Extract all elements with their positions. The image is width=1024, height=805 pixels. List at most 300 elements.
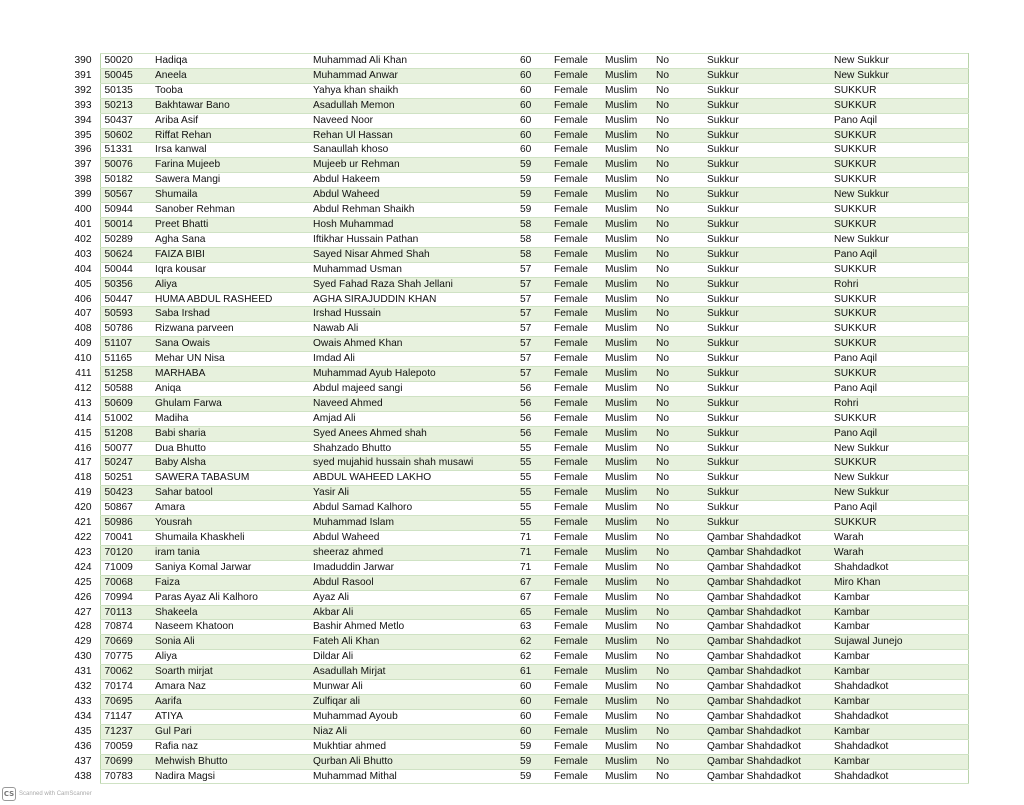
district-cell: Sukkur xyxy=(703,113,830,128)
district-cell: Sukkur xyxy=(703,337,830,352)
marks-cell: 60 xyxy=(506,83,550,98)
marks-cell: 55 xyxy=(506,501,550,516)
religion-cell: Muslim xyxy=(601,113,652,128)
serial-no-cell: 391 xyxy=(62,68,100,83)
city-cell: Warah xyxy=(830,545,968,560)
marks-cell: 55 xyxy=(506,441,550,456)
serial-no-cell: 395 xyxy=(62,128,100,143)
marks-cell: 59 xyxy=(506,188,550,203)
camscanner-logo-icon: CS xyxy=(2,787,16,801)
candidate-name-cell: Faiza xyxy=(151,575,309,590)
candidate-name-cell: Aarifa xyxy=(151,694,309,709)
gender-cell: Female xyxy=(550,605,601,620)
father-name-cell: AGHA SIRAJUDDIN KHAN xyxy=(309,292,506,307)
table-row xyxy=(62,545,968,560)
serial-no-cell: 438 xyxy=(62,769,100,784)
table-row xyxy=(62,143,968,158)
district-cell: Qambar Shahdadkot xyxy=(703,620,830,635)
candidate-id-cell: 50213 xyxy=(100,98,151,113)
candidate-name-cell: Irsa kanwal xyxy=(151,143,309,158)
serial-no-cell: 434 xyxy=(62,709,100,724)
table-row xyxy=(62,113,968,128)
table-row xyxy=(62,173,968,188)
religion-cell: Muslim xyxy=(601,292,652,307)
gender-cell: Female xyxy=(550,650,601,665)
gender-cell: Female xyxy=(550,188,601,203)
city-cell: SUKKUR xyxy=(830,98,968,113)
marks-cell: 57 xyxy=(506,292,550,307)
gender-cell: Female xyxy=(550,441,601,456)
serial-no-cell: 418 xyxy=(62,471,100,486)
table-row xyxy=(62,247,968,262)
father-name-cell: Muhammad Ali Khan xyxy=(309,54,506,69)
candidate-id-cell: 51107 xyxy=(100,337,151,352)
district-cell: Qambar Shahdadkot xyxy=(703,724,830,739)
religion-cell: Muslim xyxy=(601,217,652,232)
marks-cell: 57 xyxy=(506,367,550,382)
city-cell: SUKKUR xyxy=(830,217,968,232)
gender-cell: Female xyxy=(550,486,601,501)
candidate-id-cell: 70775 xyxy=(100,650,151,665)
gender-cell: Female xyxy=(550,143,601,158)
table-row xyxy=(62,381,968,396)
candidate-id-cell: 51258 xyxy=(100,367,151,382)
city-cell: Sujawal Junejo xyxy=(830,635,968,650)
scanner-watermark xyxy=(2,787,92,801)
serial-no-cell: 414 xyxy=(62,411,100,426)
table-row xyxy=(62,441,968,456)
candidate-id-cell: 50867 xyxy=(100,501,151,516)
candidate-name-cell: iram tania xyxy=(151,545,309,560)
gender-cell: Female xyxy=(550,54,601,69)
candidate-name-cell: Sahar batool xyxy=(151,486,309,501)
gender-cell: Female xyxy=(550,694,601,709)
table-row xyxy=(62,516,968,531)
serial-no-cell: 392 xyxy=(62,83,100,98)
father-name-cell: Sayed Nisar Ahmed Shah xyxy=(309,247,506,262)
candidate-name-cell: Bakhtawar Bano xyxy=(151,98,309,113)
table-row xyxy=(62,694,968,709)
father-name-cell: Muhammad Ayoub xyxy=(309,709,506,724)
father-name-cell: Abdul Rasool xyxy=(309,575,506,590)
table-row xyxy=(62,396,968,411)
religion-cell: Muslim xyxy=(601,575,652,590)
disability-cell: No xyxy=(652,769,703,784)
gender-cell: Female xyxy=(550,128,601,143)
district-cell: Sukkur xyxy=(703,188,830,203)
city-cell: SUKKUR xyxy=(830,516,968,531)
gender-cell: Female xyxy=(550,575,601,590)
marks-cell: 60 xyxy=(506,54,550,69)
candidate-name-cell: Aneela xyxy=(151,68,309,83)
religion-cell: Muslim xyxy=(601,754,652,769)
candidate-id-cell: 50423 xyxy=(100,486,151,501)
father-name-cell: Niaz Ali xyxy=(309,724,506,739)
father-name-cell: Yasir Ali xyxy=(309,486,506,501)
candidate-name-cell: Sana Owais xyxy=(151,337,309,352)
candidate-name-cell: Ariba Asif xyxy=(151,113,309,128)
candidate-id-cell: 70059 xyxy=(100,739,151,754)
disability-cell: No xyxy=(652,605,703,620)
city-cell: Miro Khan xyxy=(830,575,968,590)
district-cell: Sukkur xyxy=(703,143,830,158)
candidate-name-cell: Saba Irshad xyxy=(151,307,309,322)
gender-cell: Female xyxy=(550,665,601,680)
serial-no-cell: 429 xyxy=(62,635,100,650)
disability-cell: No xyxy=(652,635,703,650)
religion-cell: Muslim xyxy=(601,188,652,203)
district-cell: Qambar Shahdadkot xyxy=(703,680,830,695)
disability-cell: No xyxy=(652,188,703,203)
candidate-id-cell: 51208 xyxy=(100,426,151,441)
city-cell: SUKKUR xyxy=(830,262,968,277)
table-row xyxy=(62,575,968,590)
candidate-name-cell: Shakeela xyxy=(151,605,309,620)
city-cell: SUKKUR xyxy=(830,411,968,426)
gender-cell: Female xyxy=(550,501,601,516)
district-cell: Sukkur xyxy=(703,128,830,143)
religion-cell: Muslim xyxy=(601,203,652,218)
religion-cell: Muslim xyxy=(601,516,652,531)
father-name-cell: Muhammad Usman xyxy=(309,262,506,277)
city-cell: SUKKUR xyxy=(830,83,968,98)
table-row xyxy=(62,724,968,739)
religion-cell: Muslim xyxy=(601,635,652,650)
candidate-id-cell: 51002 xyxy=(100,411,151,426)
table-row xyxy=(62,739,968,754)
gender-cell: Female xyxy=(550,516,601,531)
religion-cell: Muslim xyxy=(601,247,652,262)
watermark-text: Scanned with CamScanner xyxy=(19,791,92,797)
father-name-cell: Abdul majeed sangi xyxy=(309,381,506,396)
candidate-id-cell: 50014 xyxy=(100,217,151,232)
candidate-name-cell: Shumaila xyxy=(151,188,309,203)
candidate-id-cell: 71009 xyxy=(100,560,151,575)
marks-cell: 57 xyxy=(506,352,550,367)
gender-cell: Female xyxy=(550,411,601,426)
religion-cell: Muslim xyxy=(601,739,652,754)
candidate-name-cell: Paras Ayaz Ali Kalhoro xyxy=(151,590,309,605)
district-cell: Qambar Shahdadkot xyxy=(703,709,830,724)
marks-cell: 60 xyxy=(506,724,550,739)
disability-cell: No xyxy=(652,709,703,724)
city-cell: Kambar xyxy=(830,650,968,665)
religion-cell: Muslim xyxy=(601,426,652,441)
district-cell: Qambar Shahdadkot xyxy=(703,769,830,784)
district-cell: Sukkur xyxy=(703,322,830,337)
disability-cell: No xyxy=(652,381,703,396)
disability-cell: No xyxy=(652,337,703,352)
candidate-id-cell: 50588 xyxy=(100,381,151,396)
district-cell: Qambar Shahdadkot xyxy=(703,545,830,560)
gender-cell: Female xyxy=(550,456,601,471)
district-cell: Sukkur xyxy=(703,426,830,441)
table-row xyxy=(62,754,968,769)
father-name-cell: Iftikhar Hussain Pathan xyxy=(309,232,506,247)
marks-cell: 59 xyxy=(506,173,550,188)
religion-cell: Muslim xyxy=(601,665,652,680)
table-row xyxy=(62,620,968,635)
table-row xyxy=(62,352,968,367)
father-name-cell: Akbar Ali xyxy=(309,605,506,620)
serial-no-cell: 427 xyxy=(62,605,100,620)
religion-cell: Muslim xyxy=(601,173,652,188)
city-cell: SUKKUR xyxy=(830,143,968,158)
disability-cell: No xyxy=(652,531,703,546)
city-cell: Warah xyxy=(830,531,968,546)
serial-no-cell: 415 xyxy=(62,426,100,441)
serial-no-cell: 423 xyxy=(62,545,100,560)
serial-no-cell: 402 xyxy=(62,232,100,247)
father-name-cell: Fateh Ali Khan xyxy=(309,635,506,650)
table-row xyxy=(62,83,968,98)
candidate-id-cell: 50045 xyxy=(100,68,151,83)
religion-cell: Muslim xyxy=(601,143,652,158)
serial-no-cell: 399 xyxy=(62,188,100,203)
marks-cell: 58 xyxy=(506,232,550,247)
gender-cell: Female xyxy=(550,635,601,650)
marks-cell: 59 xyxy=(506,754,550,769)
city-cell: Pano Aqil xyxy=(830,113,968,128)
district-cell: Sukkur xyxy=(703,203,830,218)
religion-cell: Muslim xyxy=(601,128,652,143)
father-name-cell: Asadullah Memon xyxy=(309,98,506,113)
city-cell: Kambar xyxy=(830,665,968,680)
gender-cell: Female xyxy=(550,545,601,560)
father-name-cell: Muhammad Islam xyxy=(309,516,506,531)
serial-no-cell: 401 xyxy=(62,217,100,232)
disability-cell: No xyxy=(652,739,703,754)
candidate-id-cell: 50986 xyxy=(100,516,151,531)
disability-cell: No xyxy=(652,590,703,605)
marks-cell: 57 xyxy=(506,337,550,352)
city-cell: Shahdadkot xyxy=(830,739,968,754)
disability-cell: No xyxy=(652,203,703,218)
table-row xyxy=(62,769,968,784)
father-name-cell: Owais Ahmed Khan xyxy=(309,337,506,352)
marks-cell: 60 xyxy=(506,680,550,695)
city-cell: New Sukkur xyxy=(830,486,968,501)
candidate-name-cell: Iqra kousar xyxy=(151,262,309,277)
father-name-cell: Naveed Noor xyxy=(309,113,506,128)
district-cell: Sukkur xyxy=(703,456,830,471)
candidate-id-cell: 51165 xyxy=(100,352,151,367)
table-row xyxy=(62,54,968,69)
father-name-cell: Nawab Ali xyxy=(309,322,506,337)
city-cell: Kambar xyxy=(830,694,968,709)
marks-cell: 67 xyxy=(506,575,550,590)
disability-cell: No xyxy=(652,545,703,560)
candidate-name-cell: Baby Alsha xyxy=(151,456,309,471)
table-row xyxy=(62,411,968,426)
candidate-id-cell: 50135 xyxy=(100,83,151,98)
table-row xyxy=(62,680,968,695)
table-row xyxy=(62,337,968,352)
district-cell: Sukkur xyxy=(703,367,830,382)
candidate-id-cell: 70994 xyxy=(100,590,151,605)
district-cell: Qambar Shahdadkot xyxy=(703,605,830,620)
serial-no-cell: 422 xyxy=(62,531,100,546)
gender-cell: Female xyxy=(550,307,601,322)
marks-cell: 57 xyxy=(506,307,550,322)
father-name-cell: Sanaullah khoso xyxy=(309,143,506,158)
disability-cell: No xyxy=(652,98,703,113)
table-row xyxy=(62,128,968,143)
table-row xyxy=(62,471,968,486)
candidate-name-cell: Amara Naz xyxy=(151,680,309,695)
candidate-name-cell: Shumaila Khaskheli xyxy=(151,531,309,546)
disability-cell: No xyxy=(652,262,703,277)
city-cell: Kambar xyxy=(830,620,968,635)
city-cell: SUKKUR xyxy=(830,292,968,307)
candidate-id-cell: 70669 xyxy=(100,635,151,650)
candidate-name-cell: Hadiqa xyxy=(151,54,309,69)
candidate-id-cell: 70062 xyxy=(100,665,151,680)
district-cell: Sukkur xyxy=(703,232,830,247)
disability-cell: No xyxy=(652,232,703,247)
disability-cell: No xyxy=(652,247,703,262)
candidate-id-cell: 50437 xyxy=(100,113,151,128)
serial-no-cell: 436 xyxy=(62,739,100,754)
serial-no-cell: 396 xyxy=(62,143,100,158)
district-cell: Sukkur xyxy=(703,83,830,98)
candidate-id-cell: 50567 xyxy=(100,188,151,203)
city-cell: SUKKUR xyxy=(830,456,968,471)
disability-cell: No xyxy=(652,158,703,173)
candidate-id-cell: 70699 xyxy=(100,754,151,769)
district-cell: Sukkur xyxy=(703,396,830,411)
gender-cell: Female xyxy=(550,337,601,352)
religion-cell: Muslim xyxy=(601,501,652,516)
candidate-name-cell: Dua Bhutto xyxy=(151,441,309,456)
disability-cell: No xyxy=(652,83,703,98)
candidate-id-cell: 70113 xyxy=(100,605,151,620)
district-cell: Sukkur xyxy=(703,277,830,292)
disability-cell: No xyxy=(652,754,703,769)
serial-no-cell: 428 xyxy=(62,620,100,635)
district-cell: Sukkur xyxy=(703,516,830,531)
religion-cell: Muslim xyxy=(601,680,652,695)
serial-no-cell: 433 xyxy=(62,694,100,709)
candidate-id-cell: 50247 xyxy=(100,456,151,471)
table-row xyxy=(62,486,968,501)
candidate-name-cell: Mehwish Bhutto xyxy=(151,754,309,769)
disability-cell: No xyxy=(652,173,703,188)
father-name-cell: Imaduddin Jarwar xyxy=(309,560,506,575)
candidate-name-cell: Agha Sana xyxy=(151,232,309,247)
table-row xyxy=(62,217,968,232)
religion-cell: Muslim xyxy=(601,381,652,396)
gender-cell: Female xyxy=(550,113,601,128)
father-name-cell: Muhammad Anwar xyxy=(309,68,506,83)
marks-cell: 55 xyxy=(506,486,550,501)
city-cell: Pano Aqil xyxy=(830,501,968,516)
father-name-cell: Syed Fahad Raza Shah Jellani xyxy=(309,277,506,292)
disability-cell: No xyxy=(652,113,703,128)
father-name-cell: Naveed Ahmed xyxy=(309,396,506,411)
marks-cell: 58 xyxy=(506,247,550,262)
gender-cell: Female xyxy=(550,680,601,695)
serial-no-cell: 412 xyxy=(62,381,100,396)
marks-cell: 60 xyxy=(506,98,550,113)
father-name-cell: Hosh Muhammad xyxy=(309,217,506,232)
candidate-id-cell: 50182 xyxy=(100,173,151,188)
marks-cell: 60 xyxy=(506,128,550,143)
district-cell: Qambar Shahdadkot xyxy=(703,665,830,680)
gender-cell: Female xyxy=(550,396,601,411)
city-cell: Kambar xyxy=(830,590,968,605)
district-cell: Qambar Shahdadkot xyxy=(703,575,830,590)
disability-cell: No xyxy=(652,217,703,232)
religion-cell: Muslim xyxy=(601,83,652,98)
city-cell: SUKKUR xyxy=(830,322,968,337)
candidate-id-cell: 51331 xyxy=(100,143,151,158)
marks-cell: 62 xyxy=(506,650,550,665)
candidate-name-cell: Saniya Komal Jarwar xyxy=(151,560,309,575)
disability-cell: No xyxy=(652,694,703,709)
table-row xyxy=(62,322,968,337)
disability-cell: No xyxy=(652,560,703,575)
district-cell: Sukkur xyxy=(703,68,830,83)
candidate-name-cell: Ghulam Farwa xyxy=(151,396,309,411)
city-cell: New Sukkur xyxy=(830,188,968,203)
marks-cell: 59 xyxy=(506,203,550,218)
table-row xyxy=(62,68,968,83)
father-name-cell: Shahzado Bhutto xyxy=(309,441,506,456)
marks-cell: 71 xyxy=(506,545,550,560)
city-cell: New Sukkur xyxy=(830,441,968,456)
gender-cell: Female xyxy=(550,769,601,784)
candidate-name-cell: Madiha xyxy=(151,411,309,426)
religion-cell: Muslim xyxy=(601,456,652,471)
marks-cell: 60 xyxy=(506,709,550,724)
serial-no-cell: 394 xyxy=(62,113,100,128)
disability-cell: No xyxy=(652,680,703,695)
city-cell: SUKKUR xyxy=(830,128,968,143)
city-cell: SUKKUR xyxy=(830,203,968,218)
serial-no-cell: 400 xyxy=(62,203,100,218)
city-cell: Shahdadkot xyxy=(830,560,968,575)
serial-no-cell: 435 xyxy=(62,724,100,739)
marks-cell: 57 xyxy=(506,277,550,292)
table-row xyxy=(62,560,968,575)
table-row xyxy=(62,665,968,680)
candidate-name-cell: HUMA ABDUL RASHEED xyxy=(151,292,309,307)
table-row xyxy=(62,650,968,665)
district-cell: Sukkur xyxy=(703,381,830,396)
district-cell: Sukkur xyxy=(703,262,830,277)
religion-cell: Muslim xyxy=(601,724,652,739)
candidate-name-cell: Riffat Rehan xyxy=(151,128,309,143)
city-cell: Shahdadkot xyxy=(830,680,968,695)
candidate-name-cell: SAWERA TABASUM xyxy=(151,471,309,486)
city-cell: Pano Aqil xyxy=(830,381,968,396)
candidate-id-cell: 50356 xyxy=(100,277,151,292)
gender-cell: Female xyxy=(550,98,601,113)
table-row xyxy=(62,456,968,471)
father-name-cell: sheeraz ahmed xyxy=(309,545,506,560)
religion-cell: Muslim xyxy=(601,322,652,337)
gender-cell: Female xyxy=(550,247,601,262)
candidate-id-cell: 50076 xyxy=(100,158,151,173)
marks-cell: 57 xyxy=(506,322,550,337)
serial-no-cell: 421 xyxy=(62,516,100,531)
candidate-id-cell: 50251 xyxy=(100,471,151,486)
candidate-id-cell: 70068 xyxy=(100,575,151,590)
candidate-id-cell: 50044 xyxy=(100,262,151,277)
serial-no-cell: 410 xyxy=(62,352,100,367)
serial-no-cell: 411 xyxy=(62,367,100,382)
